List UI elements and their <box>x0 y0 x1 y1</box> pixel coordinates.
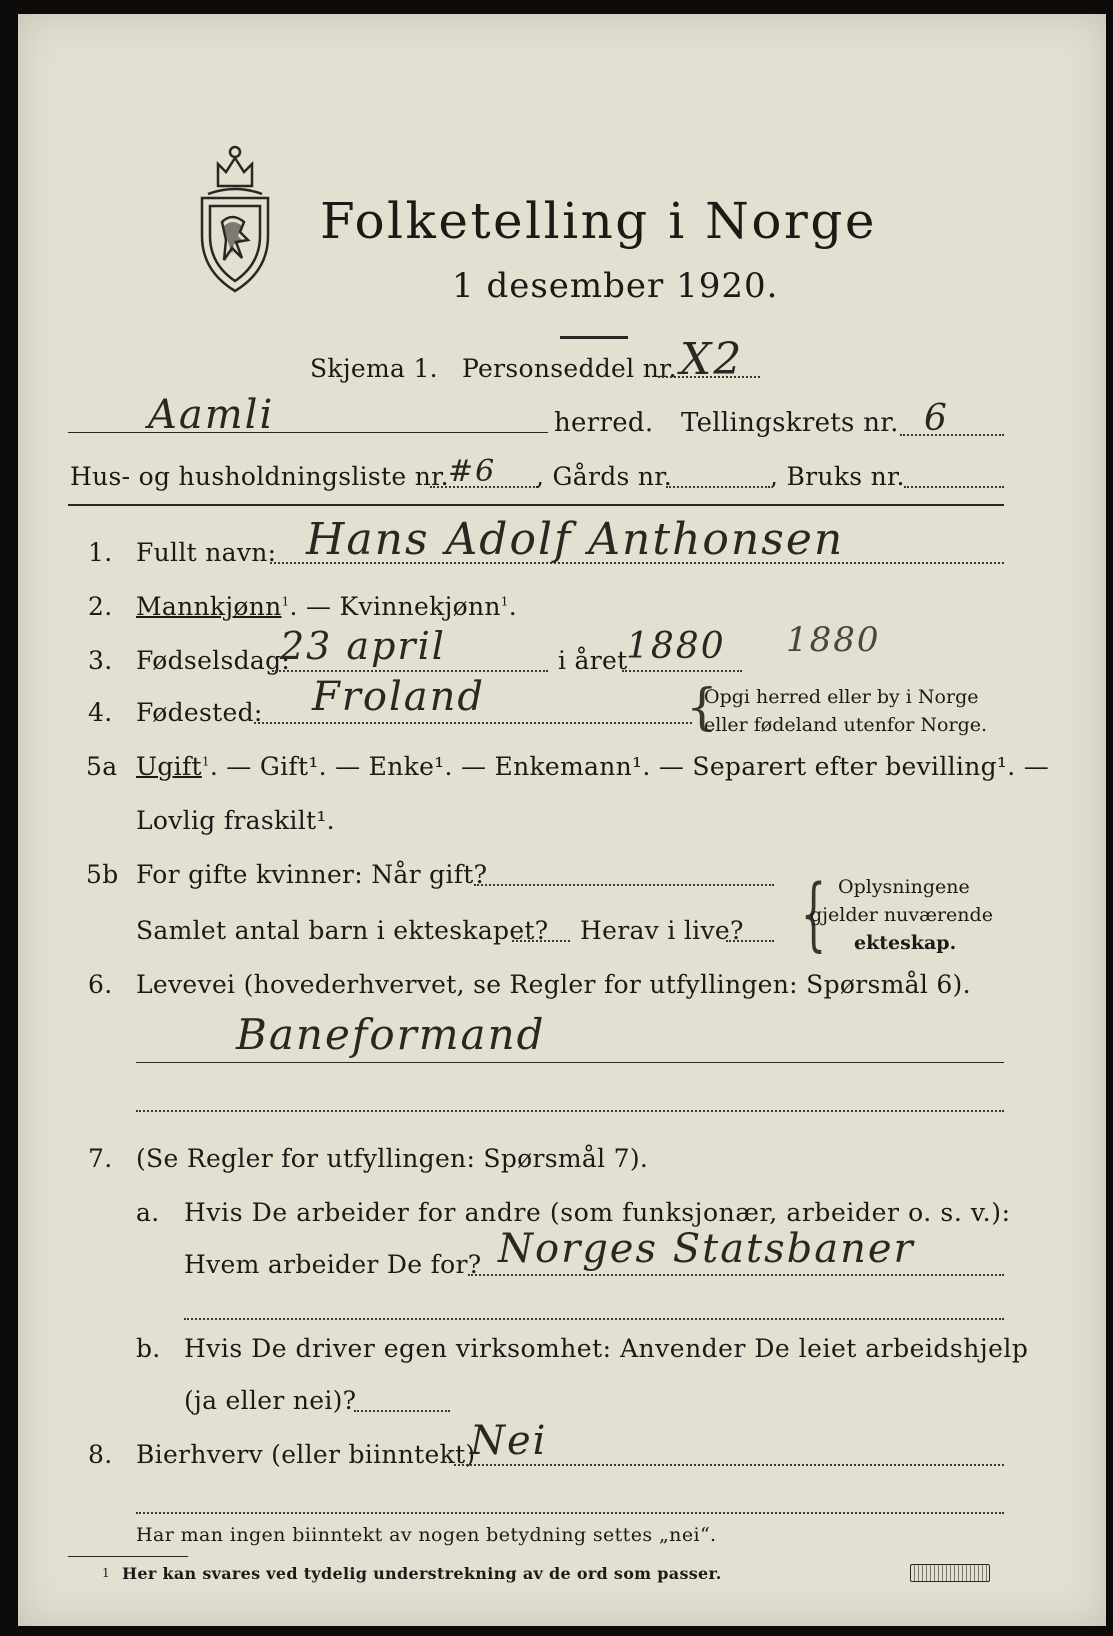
birthplace-note-line1: Opgi herred eller by i Norge <box>704 686 979 708</box>
q2-gender-options: Mannkjønn$^1$. — Kvinnekjønn$^1$. <box>136 592 517 621</box>
herred-field-line <box>68 432 548 433</box>
q7-label: (Se Regler for utfyllingen: Spørsmål 7). <box>136 1144 649 1173</box>
birthplace-field-line <box>254 722 692 724</box>
employer-extra-line <box>184 1318 1004 1320</box>
q7b-line1: Hvis De driver egen virksomhet: Anvender De leiet arbeidshjelp <box>184 1334 1029 1363</box>
gender-end: . <box>508 592 517 621</box>
footnote-divider <box>68 1556 188 1557</box>
unmarried-option[interactable]: Ugift <box>136 752 202 781</box>
q6-number: 6. <box>88 970 113 999</box>
marriage-note-line3: ekteskap. <box>854 932 957 954</box>
husholdningsliste-label: Hus- og husholdningsliste nr. <box>70 462 449 491</box>
birthplace-note-line2: eller fødeland utenfor Norge. <box>704 714 988 736</box>
q3-label: Fødselsdag: <box>136 646 291 675</box>
q8-number: 8. <box>88 1440 113 1469</box>
birth-year-label: i året <box>558 646 628 675</box>
side-income-field-line <box>454 1464 1004 1466</box>
q5a-number: 5a <box>86 752 118 781</box>
side-income-value[interactable]: Nei <box>470 1418 548 1464</box>
printer-stamp <box>910 1564 990 1582</box>
section-divider <box>68 504 1004 506</box>
form-title: Folketelling i Norge <box>320 192 877 250</box>
occupation-extra-line <box>136 1110 1004 1112</box>
q7-number: 7. <box>88 1144 113 1173</box>
tellingskrets-label: Tellingskrets nr. <box>681 408 899 438</box>
children-alive-field-line <box>726 940 774 942</box>
birthday-value[interactable]: 23 april <box>280 624 446 668</box>
birthday-field-line <box>272 670 548 672</box>
when-married-label: For gifte kvinner: Når gift? <box>136 860 488 889</box>
hired-help-field-line <box>354 1410 450 1412</box>
gender-separator: . — <box>289 592 340 621</box>
footnote-text: Her kan svares ved tydelig understrekning av de ord som passer. <box>122 1564 722 1583</box>
gards-field-line <box>666 486 770 488</box>
q5a-options: Ugift$^1$. — Gift¹. — Enke¹. — Enkemann¹. — Separert efter bevilling¹. — <box>136 752 1050 781</box>
female-option[interactable]: Kvinnekjønn <box>339 592 501 621</box>
q7a-line1: Hvis De arbeider for andre (som funksjonær, arbeider o. s. v.): <box>184 1198 1011 1227</box>
birth-year-annotation: 1880 <box>786 620 881 660</box>
personseddel-value[interactable]: X2 <box>680 334 744 385</box>
birth-year-value[interactable]: 1880 <box>626 626 726 667</box>
q7a-letter: a. <box>136 1198 160 1227</box>
employer-value[interactable]: Norges Statsbaner <box>498 1226 915 1272</box>
personseddel-label: Personseddel nr. <box>462 354 677 383</box>
income-note: Har man ingen biinntekt av nogen betydning settes „nei“. <box>136 1524 717 1546</box>
footnote-mark: 1 <box>102 1566 110 1580</box>
skjema-label: Skjema 1. <box>310 354 438 383</box>
children-alive-label: Herav i live? <box>580 916 744 945</box>
q3-number: 3. <box>88 646 113 675</box>
marriage-note-brace: { <box>800 867 827 960</box>
tellingskrets-value[interactable]: 6 <box>924 398 949 439</box>
marriage-note-line1: Oplysningene <box>838 876 970 898</box>
q8-label: Bierhverv (eller biinntekt) <box>136 1440 476 1469</box>
q2-number: 2. <box>88 592 113 621</box>
birthplace-note-brace: { <box>686 678 718 736</box>
occupation-field-line <box>136 1062 1004 1063</box>
hired-help-label: (ja eller nei)? <box>184 1386 357 1415</box>
marriage-note-line2: gjelder nuværende <box>810 904 993 926</box>
q1-number: 1. <box>88 538 113 567</box>
q7b-letter: b. <box>136 1334 161 1363</box>
birth-year-field-line <box>622 670 742 672</box>
marital-other-options: . — Gift¹. — Enke¹. — Enkemann¹. — Separert efter bevilling¹. — <box>209 752 1050 781</box>
q4-label: Fødested: <box>136 698 263 727</box>
tellingskrets-field-line <box>900 434 1004 436</box>
employer-label: Hvem arbeider De for? <box>184 1250 482 1279</box>
gards-label: , Gårds nr. <box>536 462 673 491</box>
children-total-field-line <box>512 940 570 942</box>
census-date: 1 desember 1920. <box>452 266 779 306</box>
divorced-option[interactable]: Lovlig fraskilt¹. <box>136 806 335 835</box>
census-form <box>18 14 1106 1626</box>
title-divider <box>560 336 628 339</box>
bruks-label: , Bruks nr. <box>770 462 905 491</box>
occupation-value[interactable]: Baneformand <box>236 1010 546 1059</box>
employer-field-line <box>468 1274 1004 1276</box>
when-married-field-line <box>474 884 774 886</box>
male-option[interactable]: Mannkjønn <box>136 592 282 621</box>
q1-label: Fullt navn: <box>136 538 277 567</box>
full-name-value[interactable]: Hans Adolf Anthonsen <box>306 514 845 565</box>
q4-number: 4. <box>88 698 113 727</box>
birthplace-value[interactable]: Froland <box>312 674 485 720</box>
herred-label: herred. <box>554 408 654 438</box>
husholdningsliste-value[interactable]: #6 <box>448 454 497 489</box>
q5b-number: 5b <box>86 860 119 889</box>
side-income-extra-line <box>136 1512 1004 1514</box>
bruks-field-line <box>904 486 1004 488</box>
q6-label: Levevei (hovederhvervet, se Regler for utfyllingen: Spørsmål 6). <box>136 970 971 999</box>
herred-value[interactable]: Aamli <box>148 392 275 438</box>
children-total-label: Samlet antal barn i ekteskapet? <box>136 916 549 945</box>
coat-of-arms-icon <box>188 136 283 296</box>
